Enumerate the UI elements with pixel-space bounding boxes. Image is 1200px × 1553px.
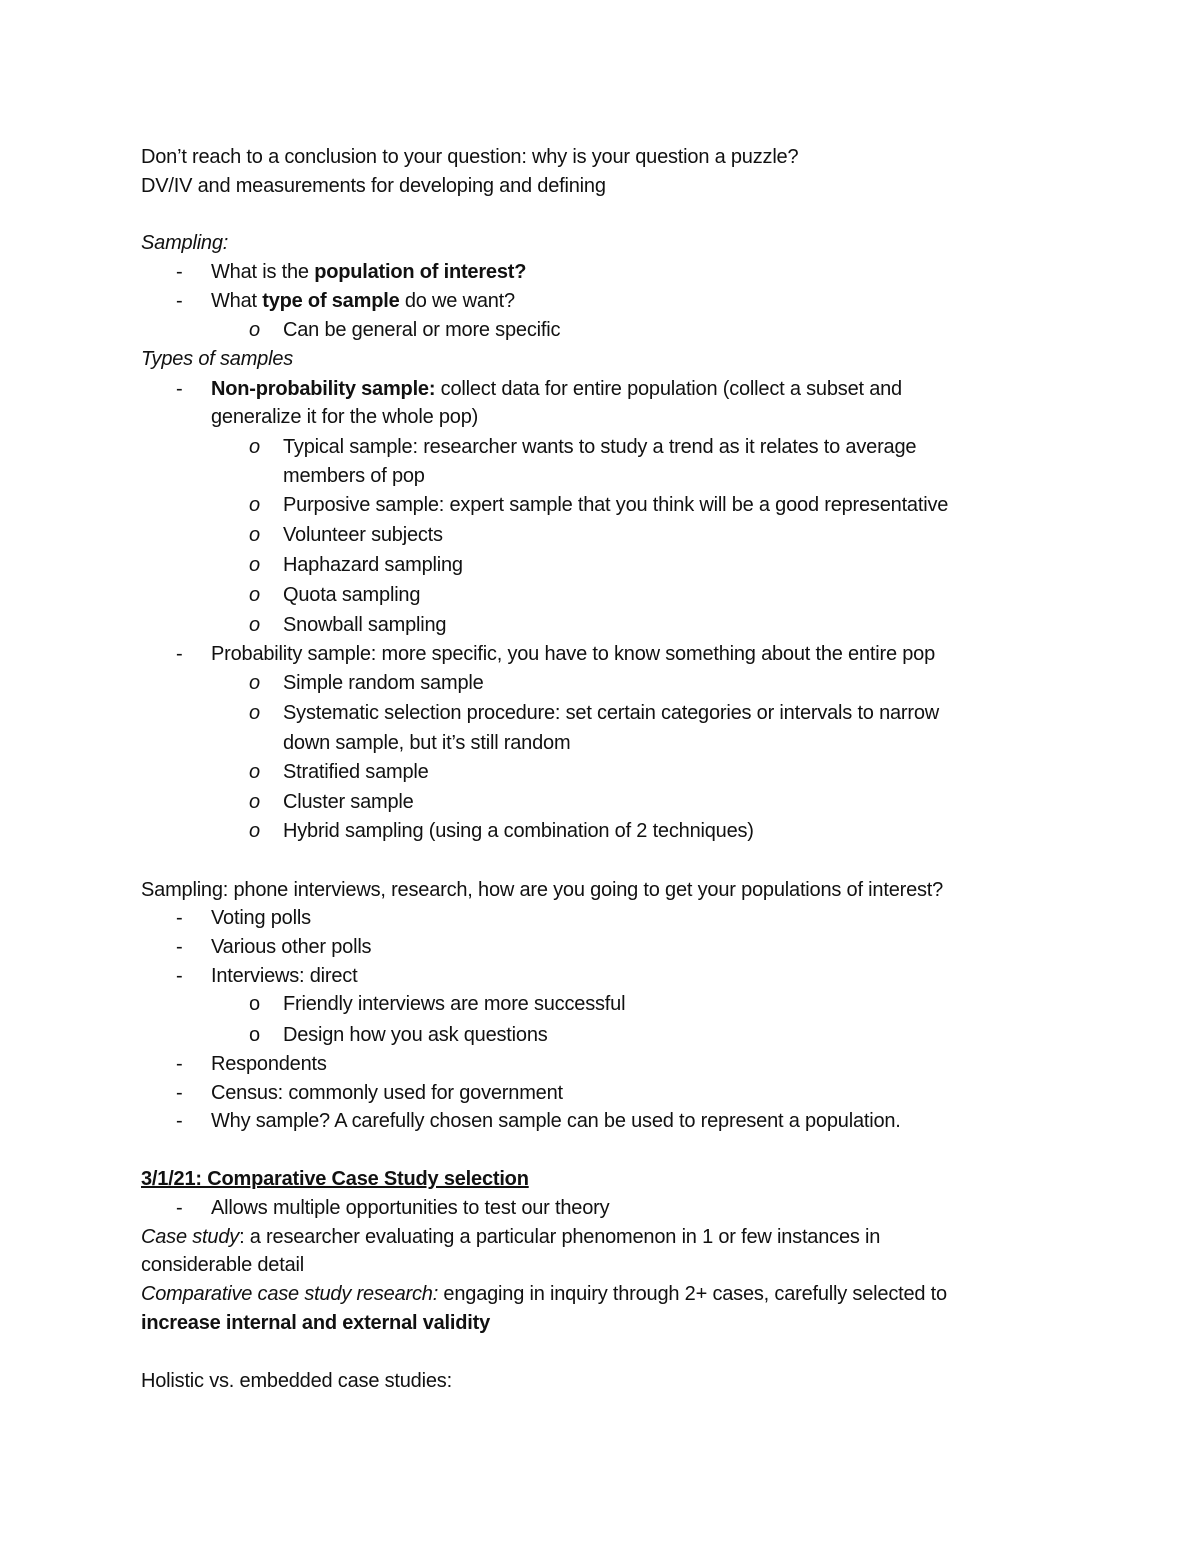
nonprob-item: Purposive sample: expert sample that you think will be a good representative bbox=[283, 494, 949, 516]
circle-bullet: o bbox=[249, 791, 261, 813]
sampling2-subitem: Design how you ask questions bbox=[283, 1024, 548, 1046]
circle-bullet: o bbox=[249, 554, 261, 576]
nonprob-item: Snowball sampling bbox=[283, 614, 447, 636]
intro-line-2: DV/IV and measurements for developing and defining bbox=[141, 175, 606, 197]
dash-bullet: - bbox=[176, 907, 183, 929]
nonprob-item: Typical sample: researcher wants to study a trend as it relates to average bbox=[283, 436, 917, 458]
circle-bullet: o bbox=[249, 524, 261, 546]
circle-bullet: o bbox=[249, 820, 261, 842]
sampling2-item: Various other polls bbox=[211, 936, 372, 958]
case-study-line-1 bbox=[141, 1225, 880, 1249]
case-study-label: Case study bbox=[141, 1226, 240, 1248]
circle-bullet: o bbox=[249, 436, 261, 458]
sampling2-item: Why sample? A carefully chosen sample can be used to represent a population. bbox=[211, 1110, 901, 1132]
types-heading: Types of samples bbox=[141, 348, 294, 370]
prob-item: Simple random sample bbox=[283, 672, 484, 694]
dash-bullet: - bbox=[176, 1110, 183, 1132]
sampling2-item: Census: commonly used for government bbox=[211, 1082, 563, 1104]
nonprob-item: Haphazard sampling bbox=[283, 554, 463, 576]
nonprob-item: Quota sampling bbox=[283, 584, 421, 606]
prob-item: Cluster sample bbox=[283, 791, 414, 813]
comparative-line-2: increase internal and external validity bbox=[141, 1312, 491, 1334]
case-study-line-2: considerable detail bbox=[141, 1254, 304, 1276]
q2-bold: type of sample bbox=[262, 290, 400, 312]
intro-line-1: Don’t reach to a conclusion to your question: why is your question a puzzle? bbox=[141, 146, 799, 168]
comparative-label: Comparative case study research: bbox=[141, 1283, 439, 1305]
case-study-text: : a researcher evaluating a particular phenomenon in 1 or few instances in bbox=[239, 1226, 881, 1248]
prob-item: Stratified sample bbox=[283, 761, 429, 783]
circle-bullet: o bbox=[249, 761, 261, 783]
q1-bold: population of interest? bbox=[314, 261, 527, 283]
sampling-question-1 bbox=[211, 260, 526, 284]
comparative-line-1 bbox=[141, 1282, 947, 1306]
sampling-question-2 bbox=[211, 289, 515, 313]
nonprob-item: Volunteer subjects bbox=[283, 524, 443, 546]
case-heading: 3/1/21: Comparative Case Study selection bbox=[141, 1168, 529, 1190]
nonprob-text: collect data for entire population (collect a subset and bbox=[435, 378, 902, 400]
q2-text-c: do we want? bbox=[399, 290, 515, 312]
nonprob-label: Non-probability sample: bbox=[211, 378, 436, 400]
sampling2-item: Interviews: direct bbox=[211, 965, 358, 987]
case-item: Allows multiple opportunities to test our theory bbox=[211, 1197, 610, 1219]
dash-bullet: - bbox=[176, 936, 183, 958]
dash-bullet: - bbox=[176, 643, 183, 665]
nonprob-item-cont: members of pop bbox=[283, 465, 425, 487]
circle-bullet: o bbox=[249, 702, 261, 724]
comparative-text: engaging in inquiry through 2+ cases, carefully selected to bbox=[438, 1283, 947, 1305]
sampling2-heading: Sampling: phone interviews, research, how are you going to get your populations of interest? bbox=[141, 879, 944, 901]
sampling-subitem: Can be general or more specific bbox=[283, 319, 561, 341]
dash-bullet: - bbox=[176, 965, 183, 987]
sampling-heading: Sampling: bbox=[141, 232, 229, 254]
circle-bullet: o bbox=[249, 1024, 261, 1046]
prob-line: Probability sample: more specific, you have to know something about the entire pop bbox=[211, 643, 936, 665]
nonprob-line-2: generalize it for the whole pop) bbox=[211, 406, 479, 428]
dash-bullet: - bbox=[176, 378, 183, 400]
circle-bullet: o bbox=[249, 494, 261, 516]
q2-text-a: What bbox=[211, 290, 263, 312]
dash-bullet: - bbox=[176, 290, 183, 312]
holistic-line: Holistic vs. embedded case studies: bbox=[141, 1370, 452, 1392]
circle-bullet: o bbox=[249, 584, 261, 606]
circle-bullet: o bbox=[249, 993, 261, 1015]
circle-bullet: o bbox=[249, 319, 261, 341]
dash-bullet: - bbox=[176, 1053, 183, 1075]
circle-bullet: o bbox=[249, 614, 261, 636]
nonprob-line-1 bbox=[211, 377, 902, 401]
sampling2-subitem: Friendly interviews are more successful bbox=[283, 993, 626, 1015]
prob-item: Systematic selection procedure: set certain categories or intervals to narrow bbox=[283, 702, 940, 724]
prob-item-cont: down sample, but it’s still random bbox=[283, 732, 571, 754]
circle-bullet: o bbox=[249, 672, 261, 694]
q1-text: What is the bbox=[211, 261, 315, 283]
dash-bullet: - bbox=[176, 1197, 183, 1219]
dash-bullet: - bbox=[176, 1082, 183, 1104]
sampling2-item: Respondents bbox=[211, 1053, 327, 1075]
dash-bullet: - bbox=[176, 261, 183, 283]
sampling2-item: Voting polls bbox=[211, 907, 311, 929]
prob-item: Hybrid sampling (using a combination of 2 techniques) bbox=[283, 820, 754, 842]
